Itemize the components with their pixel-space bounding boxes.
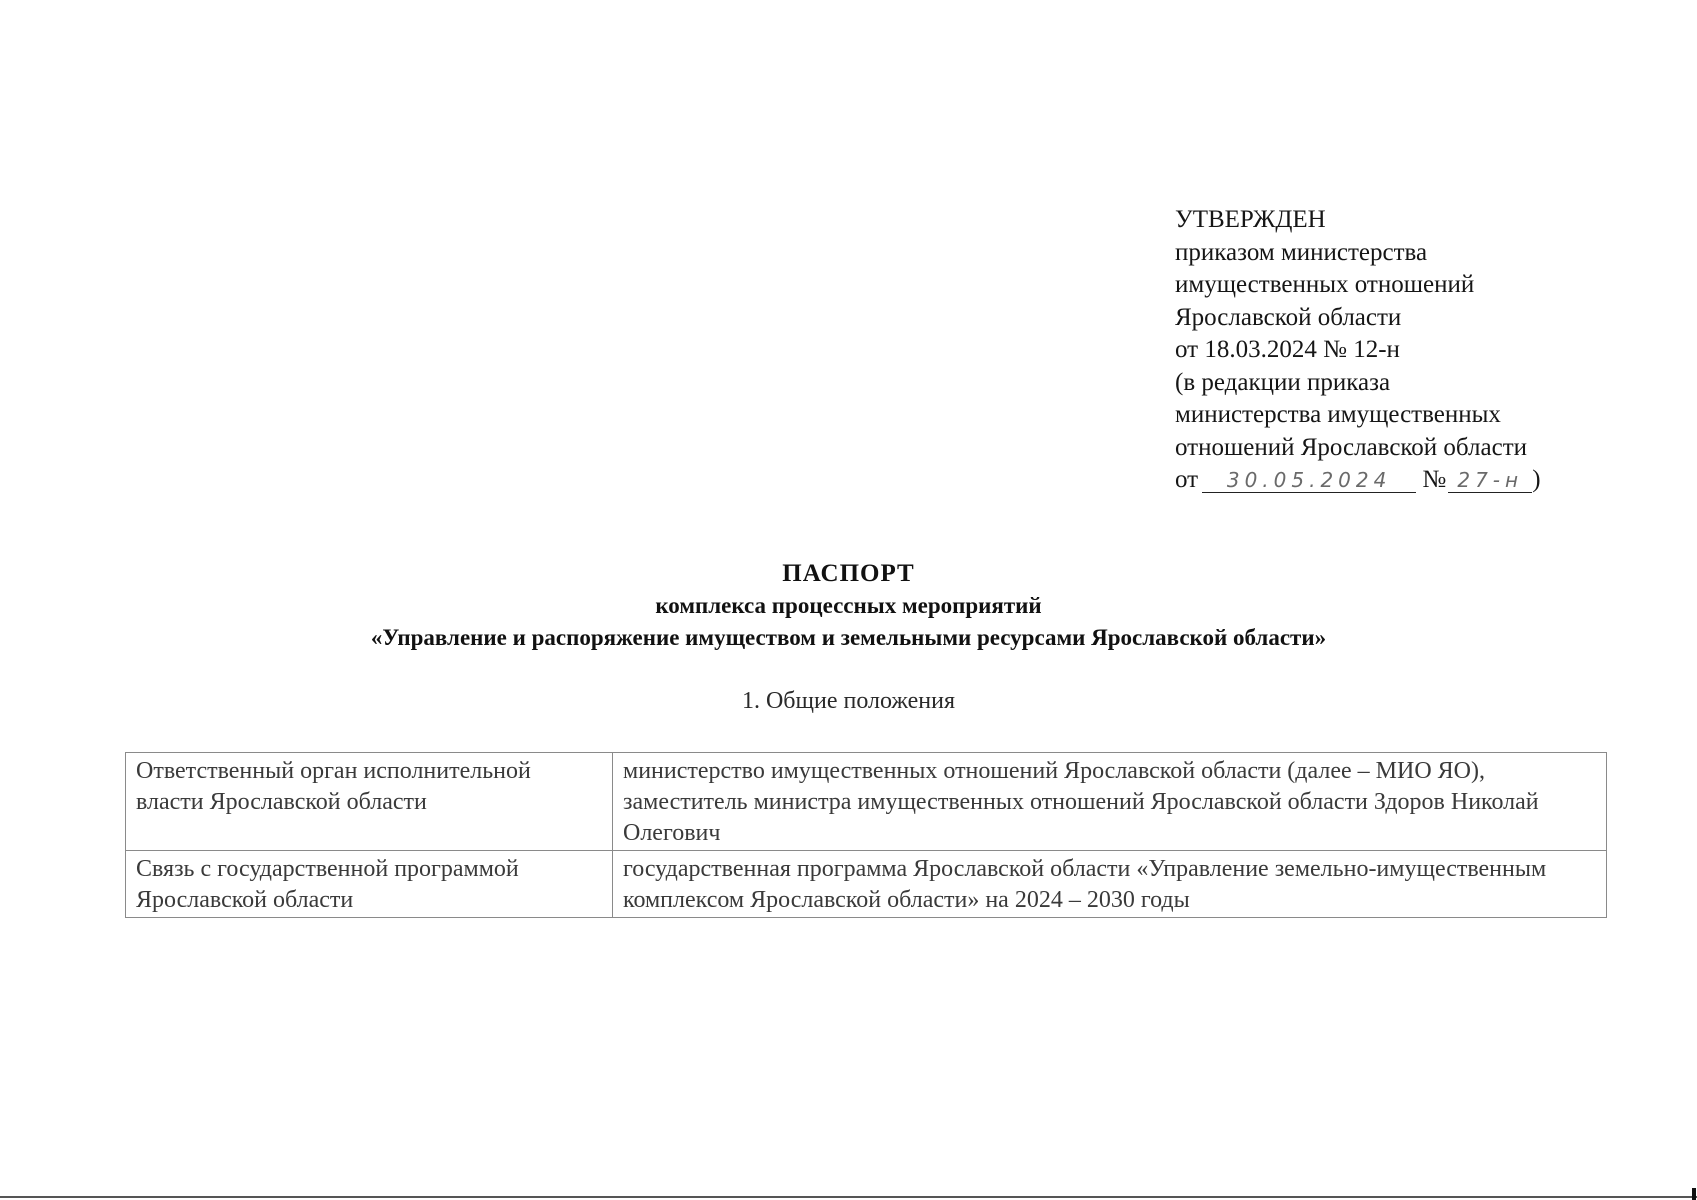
amendment-close-paren: ): [1532, 466, 1541, 493]
general-provisions-table: [125, 752, 1607, 918]
approval-line-approved: УТВЕРЖДЕН: [1175, 206, 1326, 233]
number-sign: №: [1422, 466, 1447, 493]
approval-stamp-block: [1175, 204, 1645, 497]
approval-line-amendment: (в редакции приказа: [1175, 368, 1391, 396]
approval-line-amendment-ministry: министерства имущественных: [1175, 401, 1501, 428]
amendment-date-field: [1202, 468, 1416, 493]
document-title-block: [0, 557, 1697, 654]
section-heading: 1. Общие положения: [741, 688, 956, 714]
table-cell-value: министерство имущественных отношений Ярославской области (далее – МИО ЯО), заместитель министра имущественных отношений Ярославской области Здоров Николай Олегович: [613, 753, 1607, 851]
scan-edge-mark: [1692, 1188, 1696, 1200]
approval-line-region: Ярославской области: [1175, 303, 1402, 331]
amendment-date-handwritten: 30.05.2024: [1226, 468, 1392, 492]
complex-name: «Управление и распоряжение имуществом и земельными ресурсами Ярославской области»: [370, 625, 1327, 650]
table-row: [126, 851, 1607, 918]
approval-line-order-date: от 18.03.2024 № 12-н: [1175, 336, 1400, 363]
amendment-number-handwritten: 27-н: [1457, 468, 1524, 492]
document-subtitle: комплекса процессных мероприятий: [655, 593, 1042, 618]
table-row: [126, 753, 1607, 851]
approval-line-ministry: имущественных отношений: [1175, 271, 1475, 298]
amendment-number-field: [1448, 468, 1532, 493]
approval-line-order: приказом министерства: [1175, 238, 1428, 266]
approval-line-amendment-date: [1175, 464, 1645, 497]
table-cell-value: государственная программа Ярославской области «Управление земельно-имущественным комплексом Ярославской области» на 2024 – 2030 годы: [613, 851, 1607, 918]
approval-line-amendment-region: отношений Ярославской области: [1175, 433, 1528, 461]
table-cell-label: Связь с государственной программой Ярославской области: [126, 851, 613, 918]
document-title: ПАСПОРТ: [782, 560, 915, 587]
amendment-prefix: от: [1175, 466, 1199, 493]
table-cell-label: Ответственный орган исполнительной власти Ярославской области: [126, 753, 613, 851]
page-bottom-rule: [0, 1196, 1697, 1198]
